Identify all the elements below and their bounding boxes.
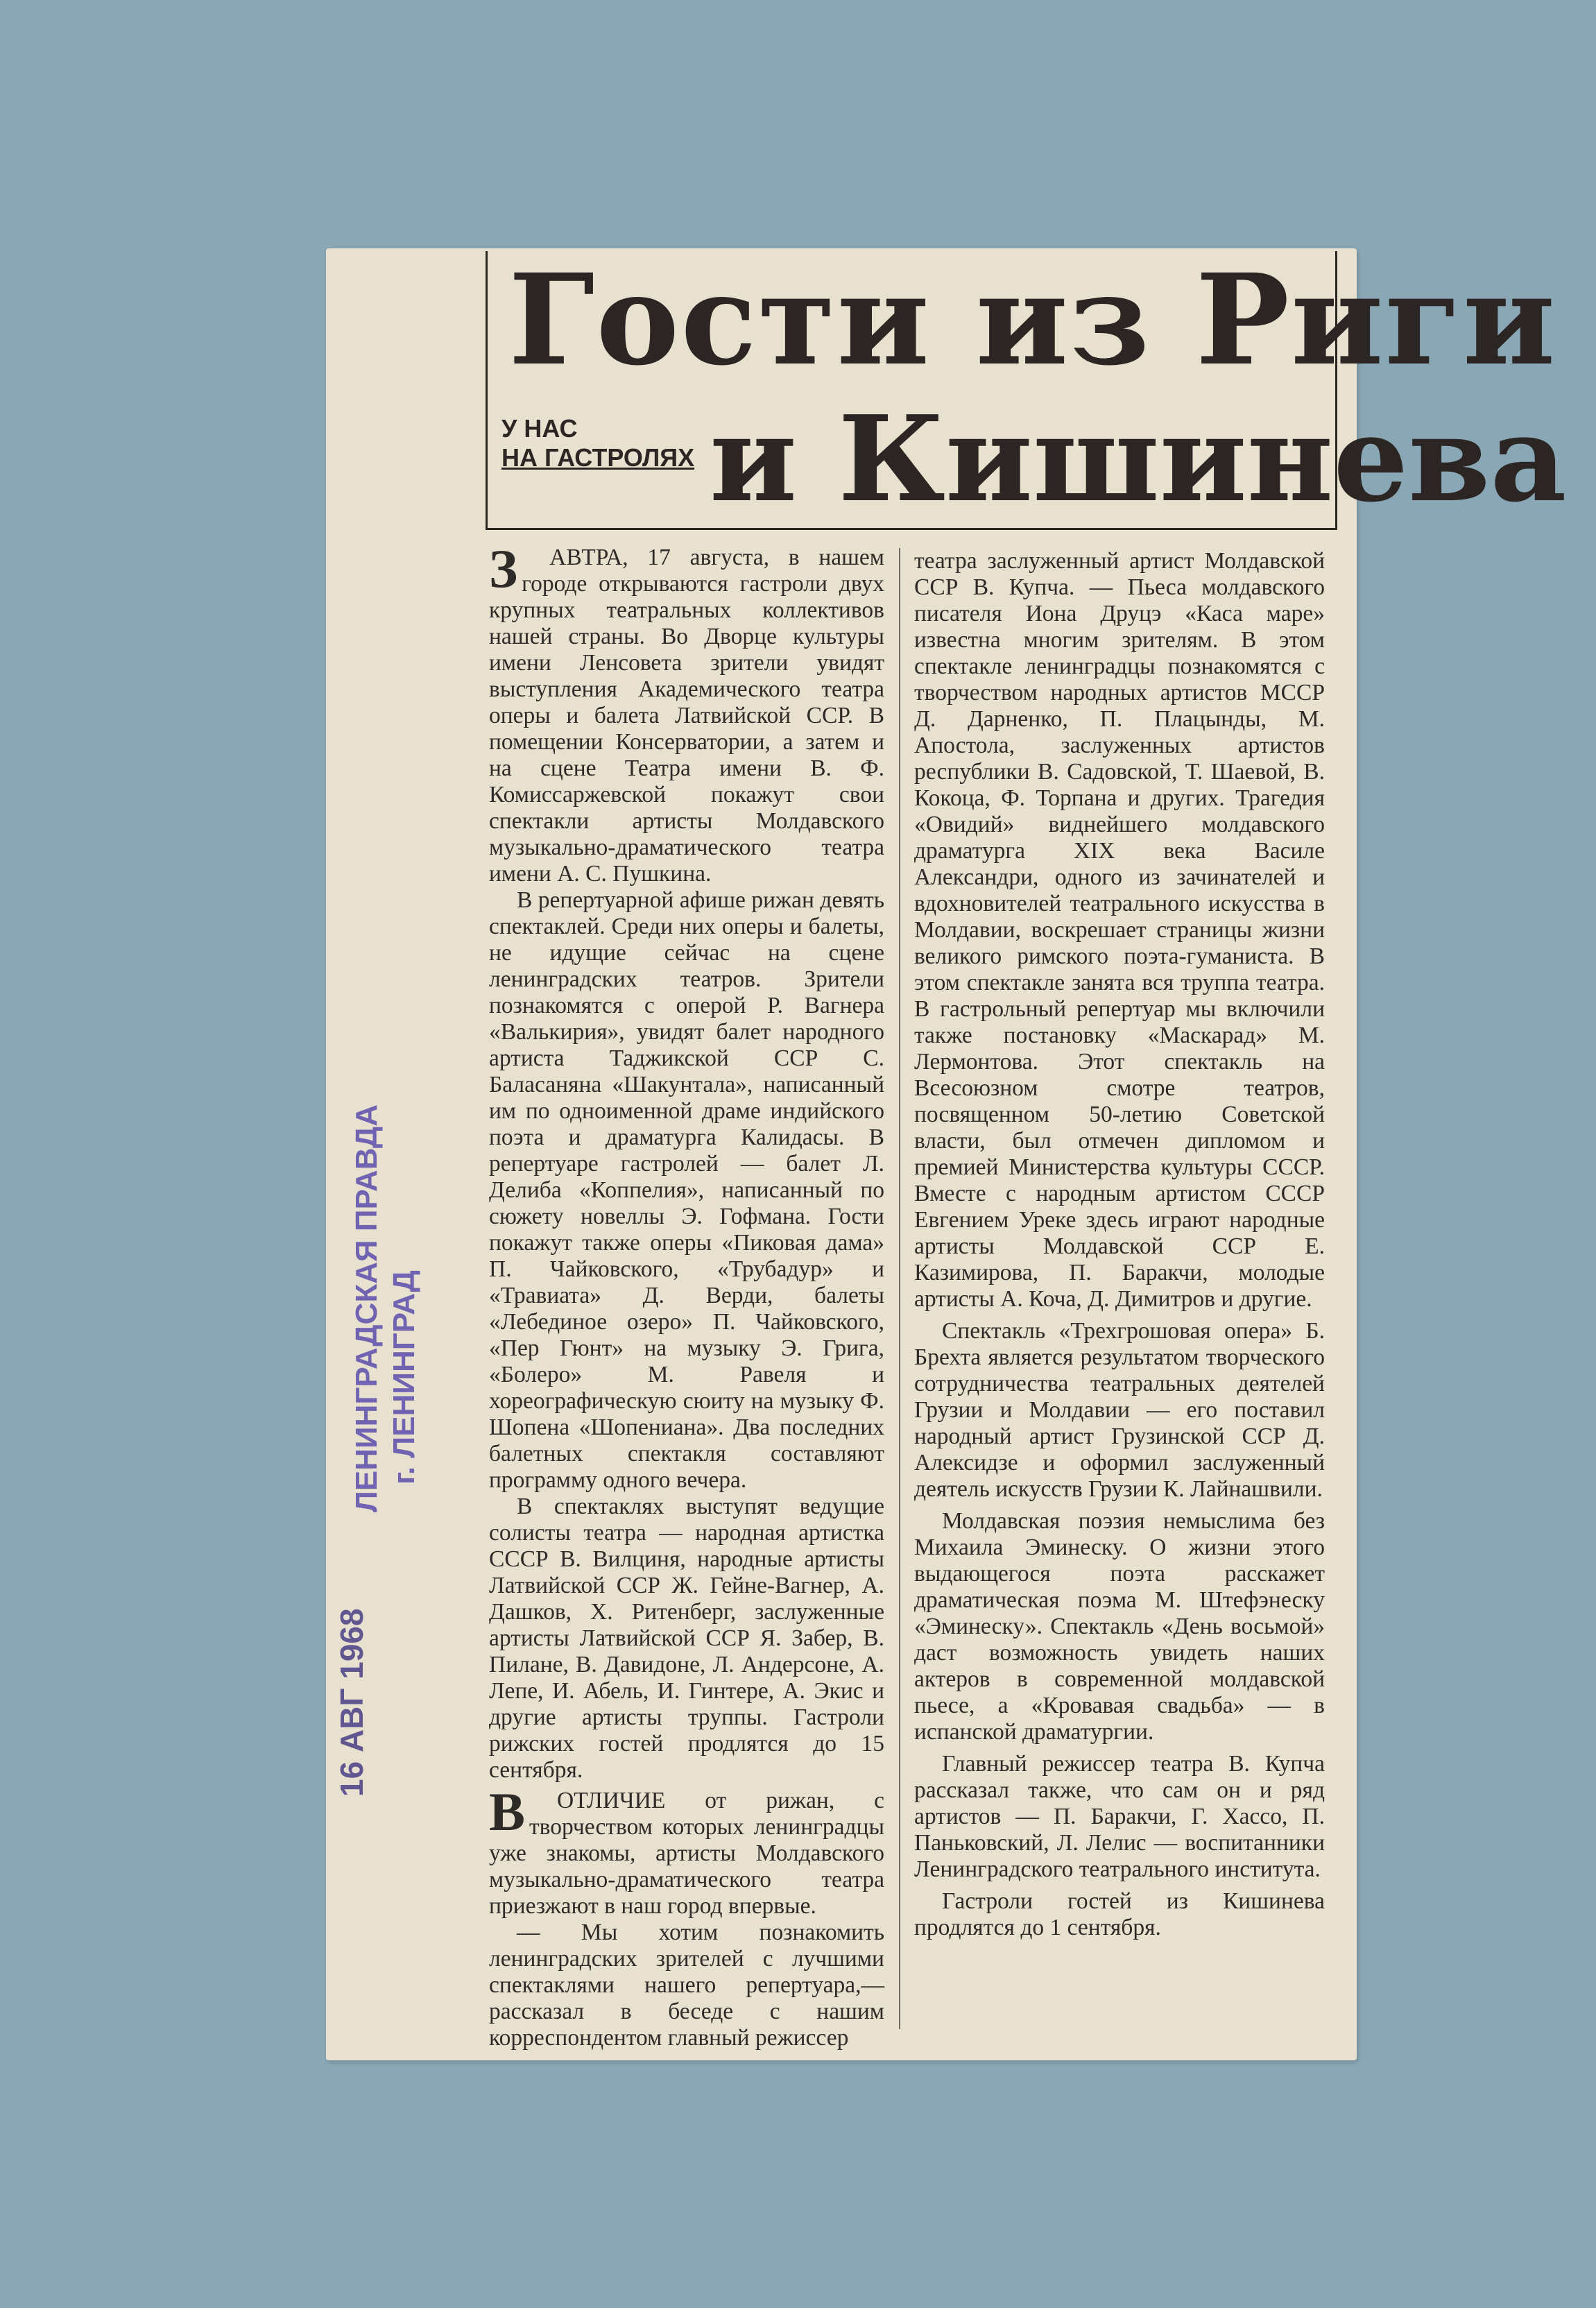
rubric-kicker (501, 414, 694, 472)
paragraph: Гастроли гостей из Кишинева продлятся до 1 сентября. (914, 1888, 1325, 1940)
headline-box (486, 247, 1567, 530)
paragraph: Спектакль «Трехгрошовая опера» Б. Брехта является результатом творческого сотрудничества театральных деятелей Грузии и Молдавии — его поставил народный артист Грузинской ССР Д. Алексидзе и оформил заслуженный деятель искусств Грузии К. Лайнашвили. (914, 1318, 1325, 1502)
paragraph (489, 538, 884, 887)
headline-title-line2: и Кишинева (710, 390, 1567, 529)
paragraph (489, 1781, 884, 1920)
stamp-line2: г. ЛЕНИНГРАД (387, 1270, 421, 1485)
headline-title-line1: Гости из Риги (508, 247, 1557, 393)
stamp-line1: ЛЕНИНГРАДСКАЯ ПРАВДА (350, 1104, 384, 1512)
paragraph: театра заслуженный артист Молдавской ССР В. Купча. — Пьеса молдавского писателя Иона Друцэ «Каса маре» известна многим зрителям. В этом спектакле ленинградцы познакомятся с творчеством народных артистов МССР Д. Дарненко, П. Плацынды, М. Апостола, заслуженных артистов республики В. Садовской, Т. Шаевой, В. Кокоца, Ф. Торпана и других. Трагедия «Овидий» виднейшего молдавского драматурга XIX века Василе Александри, одного из зачинателей и вдохновителей театрального искусства в Молдавии, воскрешает страницы жизни великого римского поэта-гуманиста. В этом спектакле занята вся труппа театра. В гастрольный репертуар мы включили также постановку «Маскарад» М. Лермонтова. Этот спектакль на Всесоюзном смотре театров, посвященном 50-летию Советской власти, был отмечен дипломом и премией Министерства культуры СССР. Вместе с народным артистом СССР Евгением Уреке здесь играют народные артисты Молдавской ССР Е. Казимирова, П. Баракчи, молодые артисты А. Коча, Д. Димитров и другие. (914, 548, 1325, 1312)
publication-stamp (334, 1096, 494, 1540)
article-column-right (914, 548, 1325, 1941)
stamp-text (348, 1104, 423, 1512)
drop-cap: В (489, 1781, 526, 1842)
paragraph: Молдавская поэзия немыслима без Михаила Эминеску. О жизни этого выдающегося поэта расскажет драматическая поэма М. Штефэнеску «Эминеску». Спектакль «День восьмой» даст возможность увидеть наших актеров в современной молдавской пьесе, а «Кровавая свадьба» — в испанской драматургии. (914, 1508, 1325, 1745)
rubric-line2: НА ГАСТРОЛЯХ (501, 443, 695, 472)
paragraph: В репертуарной афише рижан девять спектаклей. Среди них оперы и балеты, не идущие сейчас на сцене ленинградских театров. Зрители познакомятся с оперой Р. Вагнера «Валькирия», увидят балет народного артиста Таджикской ССР С. Баласаняна «Шакунтала», написанный им по одноименной драме индийского поэта и драматурга Калидасы. В репертуаре гастролей — балет Л. Делиба «Коппелия», написанный по сюжету новеллы Э. Гофмана. Гости покажут также оперы «Пиковая дама» П. Чайковского, «Трубадур» и «Травиата» Д. Верди, балеты «Лебединое озеро» П. Чайковского, «Пер Гюнт» на музыку Э. Грига, «Болеро» М. Равеля и хореографическую сюиту на музыку Ф. Шопена «Шопениана». Два последних балетных спектакля составляют программу одного вечера. (489, 887, 884, 1493)
paragraph-text: АВТРА, 17 августа, в нашем городе открываются гастроли двух крупных театральных коллективов нашей страны. Во Дворце культуры имени Ленсовета зрители увидят выступления Академического театра оперы и балета Латвийской ССР. В помещении Консерватории, а затем и на сцене Театра имени В. Ф. Комиссаржевской покажут свои спектакли артисты Молдавского музыкально-драматического театра имени А. С. Пушкина. (489, 545, 884, 887)
column-divider (899, 548, 900, 2029)
paragraph: — Мы хотим познакомить ленинградских зрителей с лучшими спектаклями нашего репертуара,— рассказал в беседе с нашим корреспондентом главный режиссер (489, 1920, 884, 2051)
paragraph: Главный режиссер театра В. Купча рассказал также, что сам он и ряд артистов — П. Баракчи, Г. Хассо, П. Паньковский, Л. Лелис — воспитанники Ленинградского театрального института. (914, 1751, 1325, 1882)
drop-cap: З (489, 538, 518, 599)
article-column-left (489, 538, 884, 2051)
date-stamp: 16 АВГ 1968 (334, 1608, 370, 1797)
rubric-line1: У НАС (501, 414, 578, 443)
paragraph: В спектаклях выступят ведущие солисты театра — народная артистка СССР В. Вилциня, народные артисты Латвийской ССР Ж. Гейне-Вагнер, А. Дашков, Х. Ритенберг, заслуженные артисты Латвийской ССР Я. Забер, В. Пилане, В. Давидоне, Л. Андерсоне, А. Лепе, И. Абель, И. Гинтере, А. Экис и другие артисты труппы. Гастроли рижских гостей продлятся до 15 сентября. (489, 1494, 884, 1783)
paragraph-text: ОТЛИЧИЕ от рижан, с творчеством которых ленинградцы уже знакомы, артисты Молдавского музыкально-драматического театра приезжают в наш город впервые. (489, 1788, 884, 1919)
